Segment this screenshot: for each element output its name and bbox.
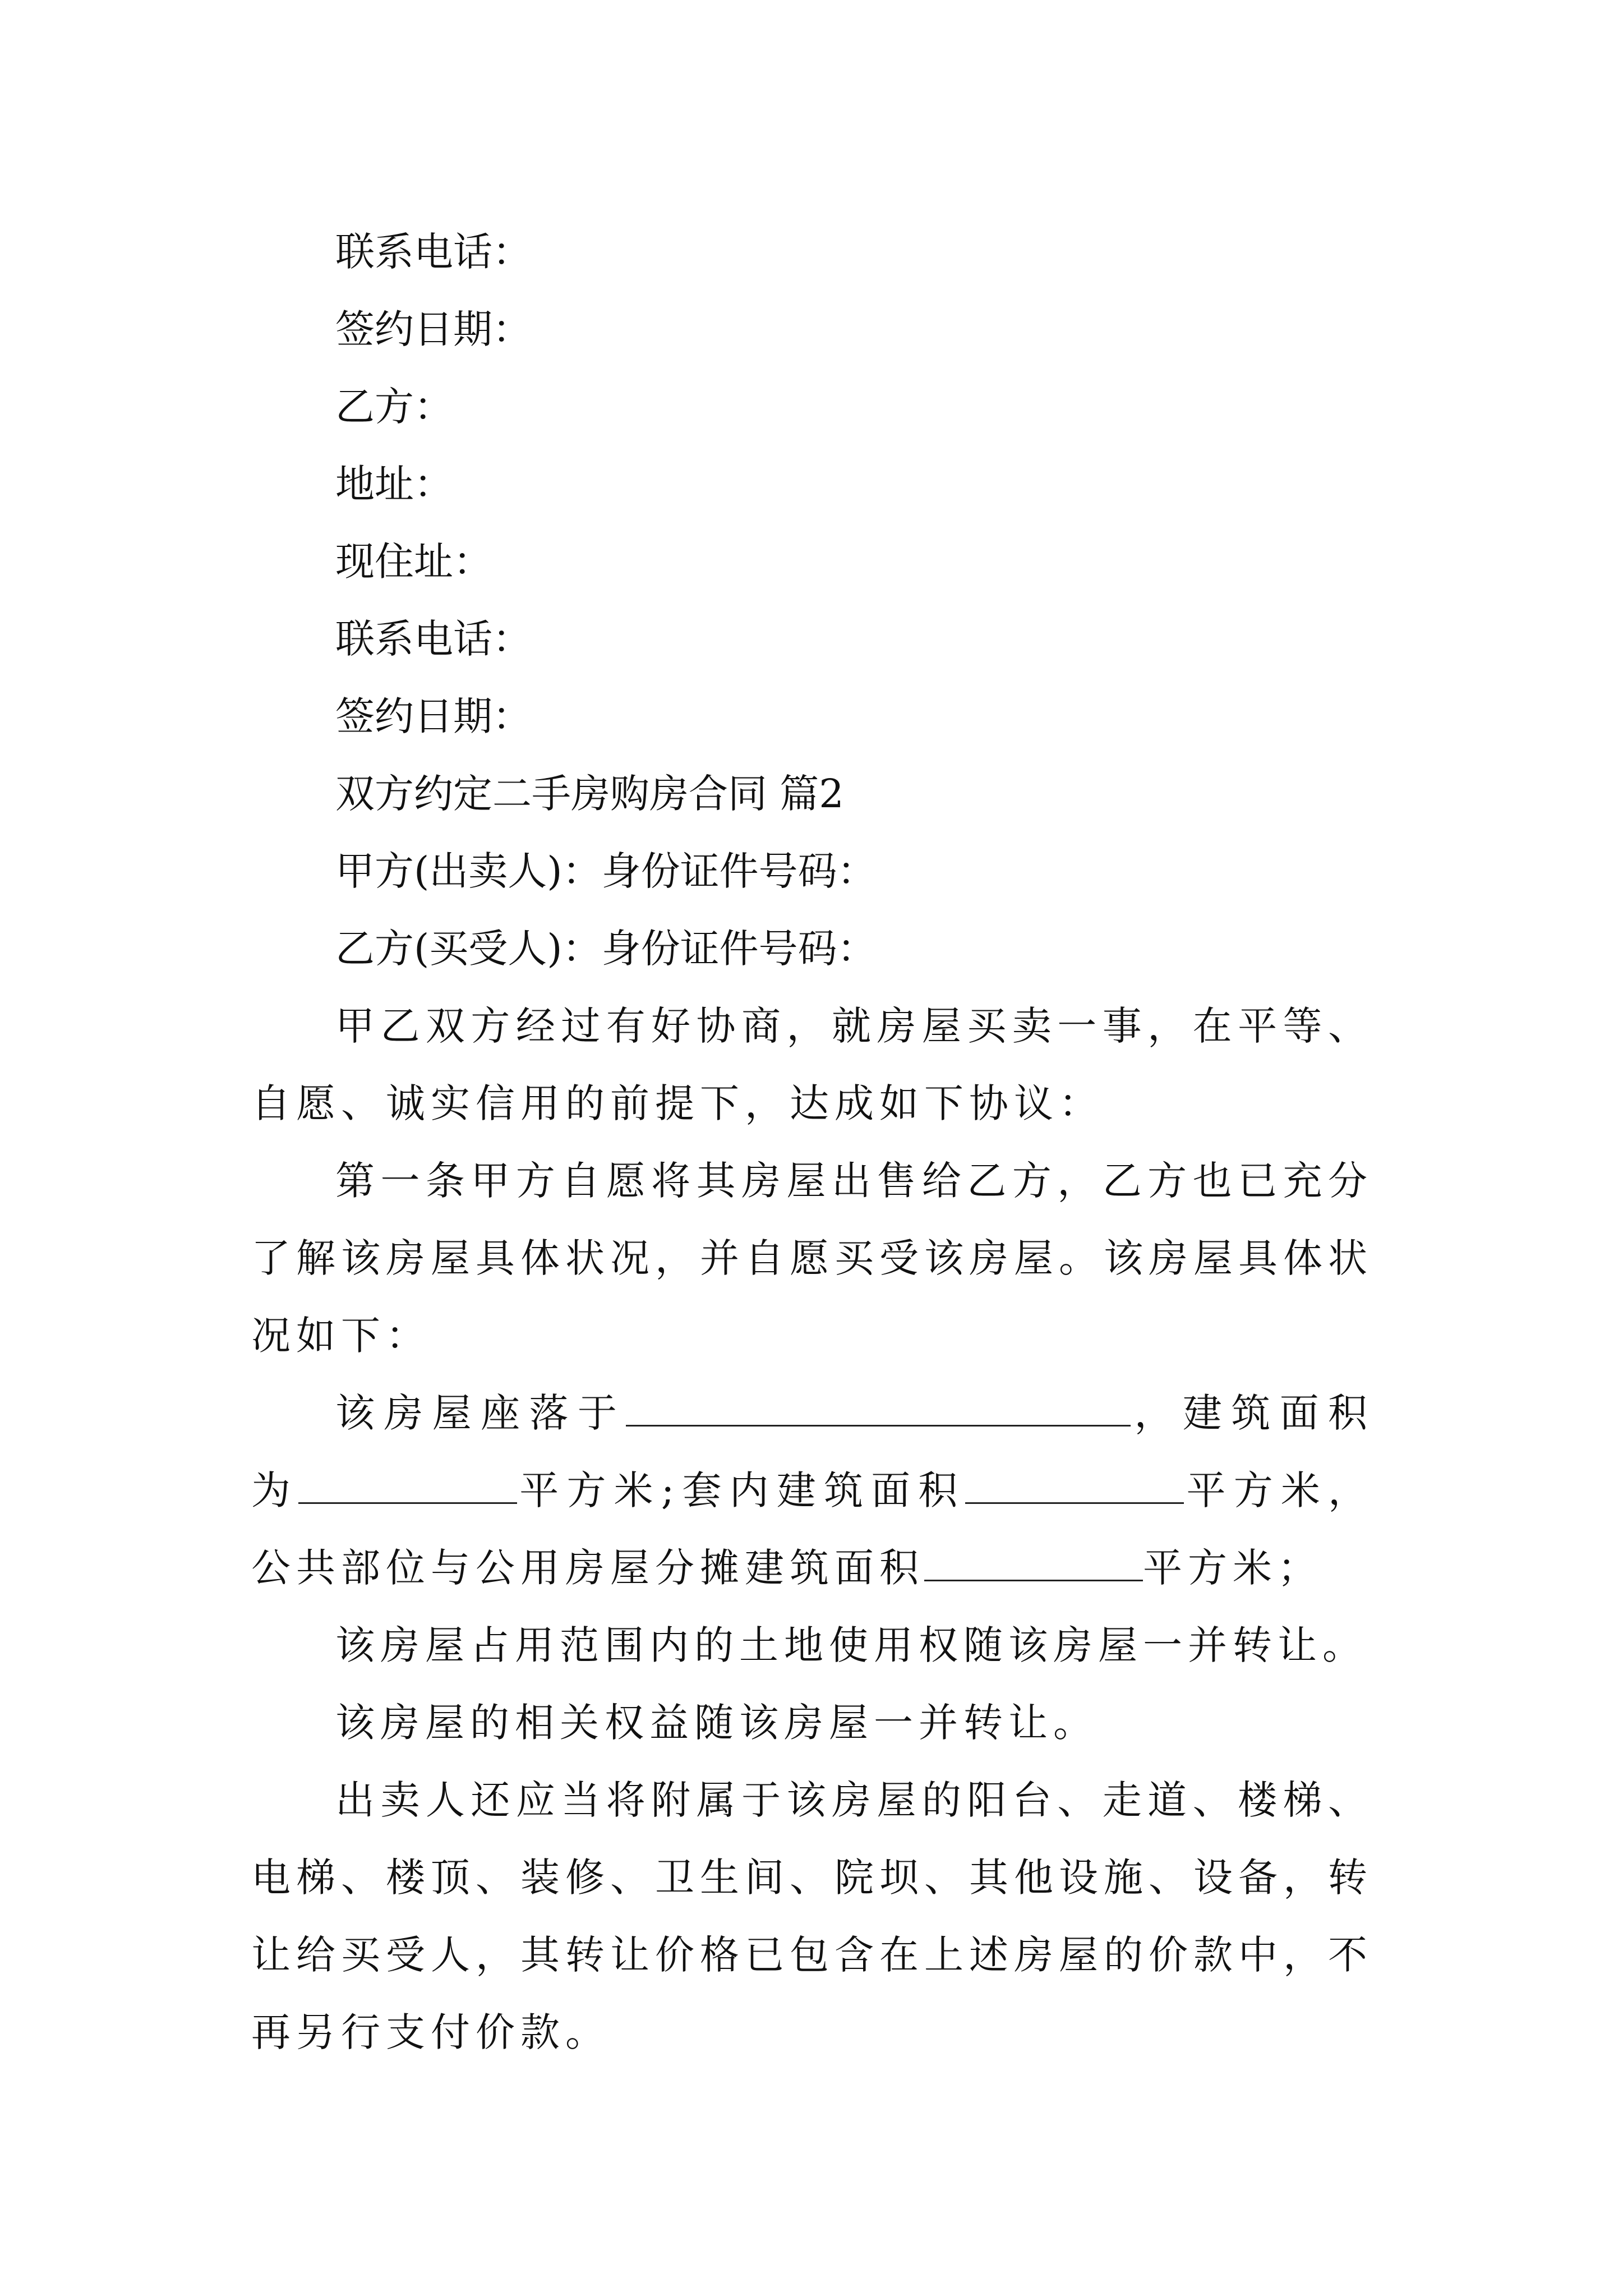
address-label: 地址： bbox=[335, 461, 453, 507]
accessories-paragraph: 出卖人还应当将附属于该房屋的阳台、走道、楼梯、电梯、楼顶、装修、卫生间、院坝、其他设施、设备，转让给买受人，其转让价格已包含在上述房屋的价款中，不再另行支付价款。 bbox=[251, 1777, 1373, 2055]
contact-phone-b: 联系电话： bbox=[335, 616, 532, 662]
location-mid1: ，建筑面积为 bbox=[251, 1390, 1373, 1513]
article-1-paragraph: 第一条甲方自愿将其房屋出售给乙方，乙方也已充分了解该房屋具体状况，并自愿买受该房屋。该房屋具体状况如下： bbox=[251, 1158, 1373, 1359]
party-a-seller: 甲方(出卖人)：身份证件号码： bbox=[335, 848, 877, 894]
rights-paragraph: 该房屋的相关权益随该房屋一并转让。 bbox=[335, 1700, 1098, 1746]
sign-date-b: 签约日期： bbox=[335, 693, 532, 739]
inner-area-blank[interactable] bbox=[965, 1469, 1184, 1504]
current-address-label: 现住址： bbox=[335, 539, 492, 585]
section-title: 双方约定二手房购房合同 篇2 bbox=[335, 771, 844, 817]
location-paragraph bbox=[251, 1374, 1373, 1607]
location-mid2: 平方米;套内建筑面积 bbox=[517, 1467, 966, 1513]
location-suffix: 平方米； bbox=[1143, 1545, 1322, 1591]
sign-date-a: 签约日期： bbox=[335, 306, 532, 352]
document-body bbox=[251, 213, 1373, 2071]
party-b-buyer: 乙方(买受人)：身份证件号码： bbox=[335, 926, 877, 972]
location-mid3: 平方米，公共部位与公用房屋分摊建筑面积 bbox=[251, 1467, 1373, 1591]
location-blank[interactable] bbox=[626, 1391, 1131, 1427]
location-prefix: 该房屋座落于 bbox=[335, 1390, 626, 1436]
party-b-label: 乙方： bbox=[335, 384, 453, 430]
land-use-paragraph: 该房屋占用范围内的土地使用权随该房屋一并转让。 bbox=[335, 1622, 1367, 1668]
intro-paragraph: 甲乙双方经过有好协商，就房屋买卖一事，在平等、自愿、诚实信用的前提下，达成如下协议： bbox=[251, 1003, 1373, 1126]
shared-area-blank[interactable] bbox=[924, 1546, 1143, 1581]
building-area-blank[interactable] bbox=[298, 1469, 517, 1504]
contact-phone-a: 联系电话： bbox=[335, 229, 532, 275]
